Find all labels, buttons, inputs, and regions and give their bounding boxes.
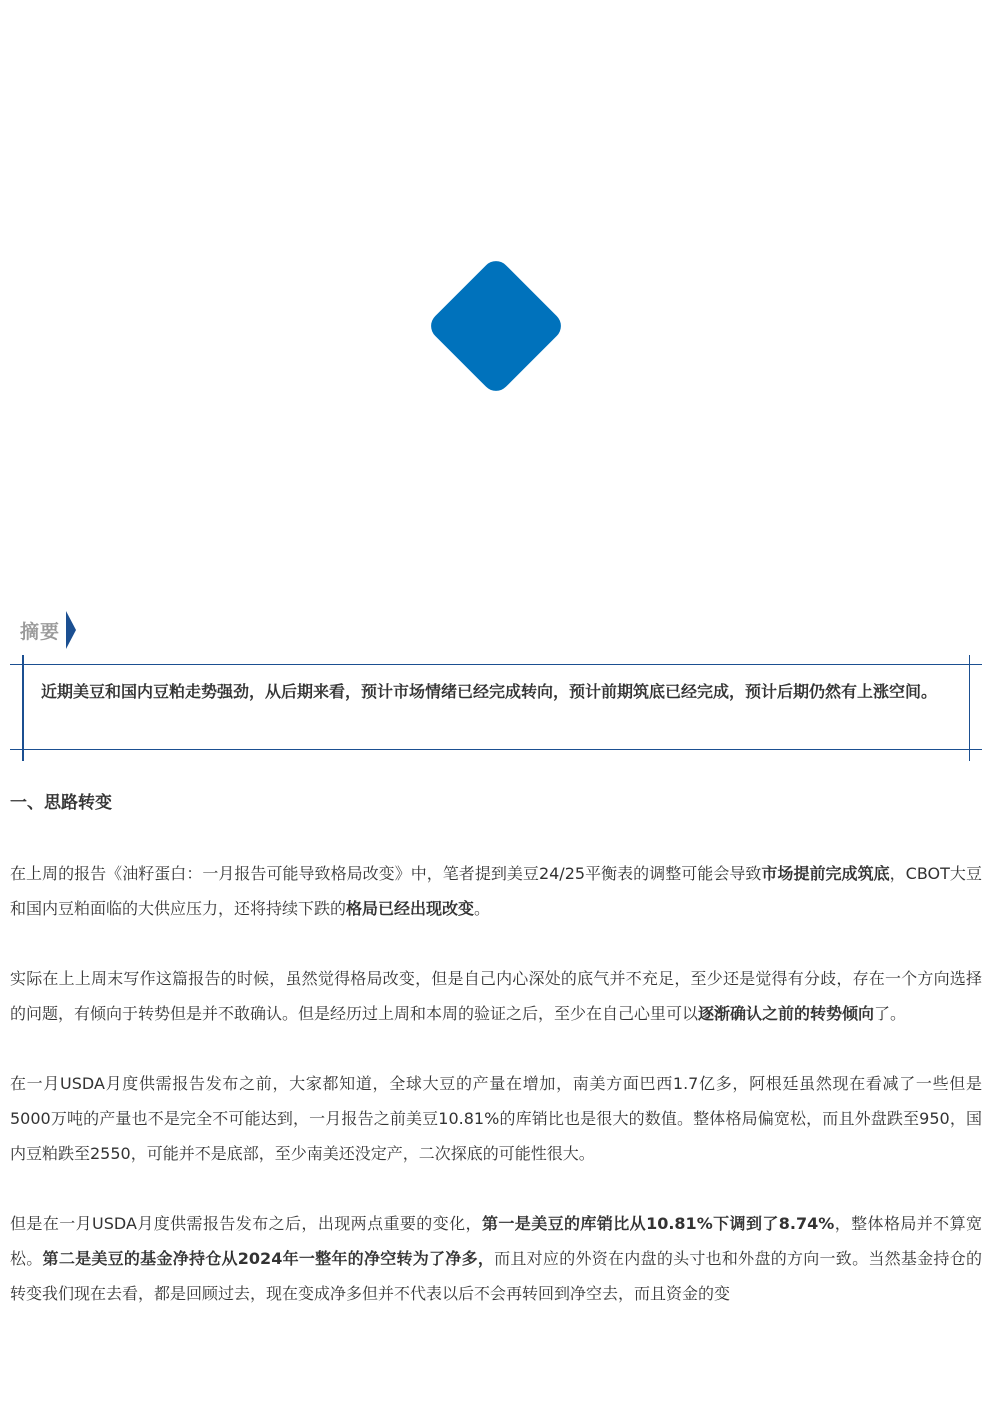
bold-text-run: 第二是美豆的基金净持仓从2024年一整年的净空转为了净多， xyxy=(42,1249,495,1268)
text-run: ，整体格局并不算宽松。 xyxy=(10,1214,982,1268)
text-run: 而且对应的外资在内盘的头寸也和外盘的方向一致。当然基金持仓的转变我们现在去看，都是回顾过去，现在变成净多但并不代表以后不会再转回到净空去，而且资金的变 xyxy=(10,1249,982,1303)
abstract-text: 近期美豆和国内豆粕走势强劲，从后期来看，预计市场情绪已经完成转向，预计前期筑底已经完成，预计后期仍然有上涨空间。 xyxy=(41,682,938,701)
text-run: 但是在一月USDA月度供需报告发布之后，出现两点重要的变化， xyxy=(10,1214,482,1233)
paragraph-3 xyxy=(10,1066,982,1171)
bold-text-run: 逐渐确认之前的转势倾向 xyxy=(698,1004,875,1023)
text-run: 在一月USDA月度供需报告发布之前，大家都知道，全球大豆的产量在增加，南美方面巴西1.7亿多，阿根廷虽然现在看减了一些但是5000万吨的产量也不是完全不可能达到，一月报告之前美豆10.81%的库销比也是很大的数值。整体格局偏宽松，而且外盘跌至950，国内豆粕跌至2550，可能并不是底部，至少南美还没定产，二次探底的可能性很大。 xyxy=(10,1074,982,1163)
text-run: ，CBOT大豆和国内豆粕面临的大供应压力，还将持续下跌的 xyxy=(10,864,982,918)
abstract-box xyxy=(10,664,982,750)
bold-text-run: 第一是美豆的库销比从10.81%下调到了8.74% xyxy=(481,1214,835,1233)
abstract-title: 摘要 xyxy=(20,620,61,643)
text-run: 了。 xyxy=(874,1004,907,1023)
paragraph-2 xyxy=(10,961,982,1031)
abstract-right-bar xyxy=(969,655,971,761)
paragraph-1 xyxy=(10,856,982,926)
text-run: 实际在上上周末写作这篇报告的时候，虽然觉得格局改变，但是自己内心深处的底气并不充足，至少还是觉得有分歧，存在一个方向选择的问题，有倾向于转势但是并不敢确认。但是经历过上周和本周的验证之后，至少在自己心里可以 xyxy=(10,969,982,1023)
bold-text-run: 市场提前完成筑底 xyxy=(761,864,890,883)
section-heading: 一、思路转变 xyxy=(10,793,112,813)
bold-text-run: 格局已经出现改变 xyxy=(346,899,475,918)
logo-diamond-icon xyxy=(425,255,566,396)
arrow-right-icon xyxy=(66,611,76,649)
abstract-header xyxy=(20,612,76,648)
text-run: 在上周的报告《油籽蛋白：一月报告可能导致格局改变》中，笔者提到美豆24/25平衡表的调整可能会导致 xyxy=(10,864,762,883)
text-run: 。 xyxy=(474,899,491,918)
abstract-left-bar xyxy=(22,655,24,761)
article-body xyxy=(10,786,982,1346)
paragraph-4 xyxy=(10,1206,982,1311)
